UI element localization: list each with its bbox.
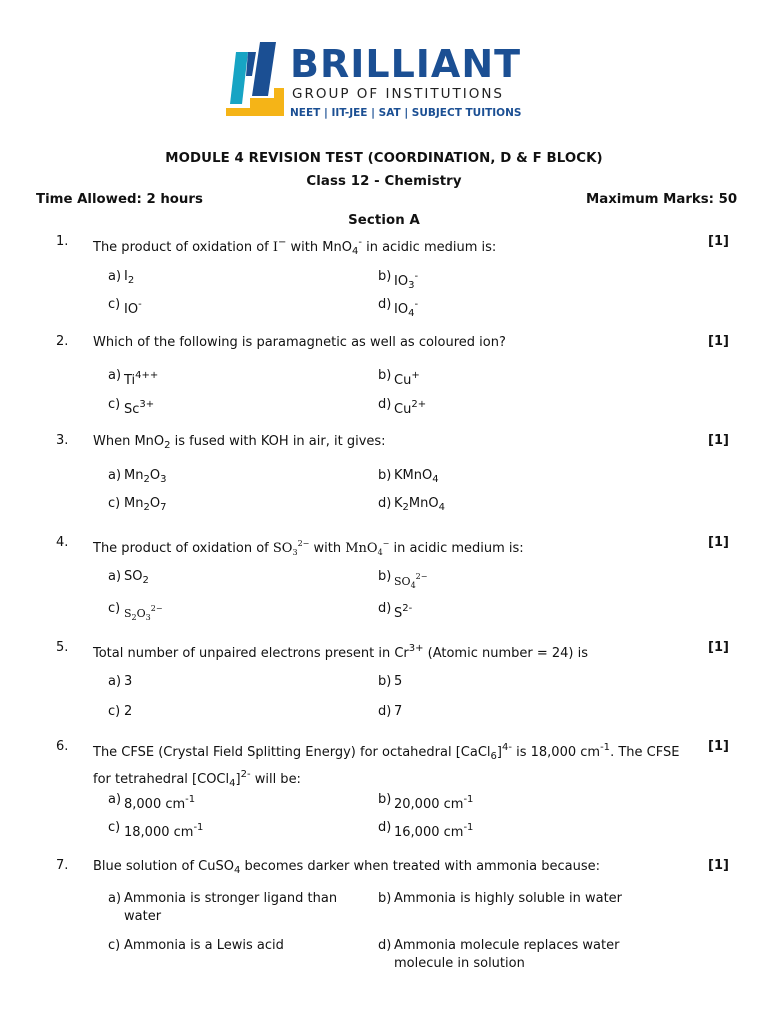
question-number: 5. (56, 640, 69, 655)
test-title: MODULE 4 REVISION TEST (COORDINATION, D & F BLOCK) (165, 151, 603, 166)
option-d: d) $Cu^{2+}$ (378, 397, 427, 417)
option-b: b) KMnO$_4$ (378, 468, 439, 485)
option-a: a) 3 (108, 674, 133, 689)
question-number: 3. (56, 433, 69, 448)
option-b: b) $SO_4^{2-}$ (378, 569, 428, 590)
logo-courses: NEET | IIT-JEE | SAT | SUBJECT TUITIONS (290, 107, 522, 119)
question-number: 6. (56, 739, 69, 754)
option-a: a) $Ti^{4++}$ (108, 368, 159, 388)
logo-mark-icon (226, 36, 296, 126)
option-a: a) Ammonia is stronger ligand than water (108, 891, 338, 924)
question-marks: [1] (708, 858, 729, 873)
option-b: b) $IO_3^-$ (378, 269, 419, 291)
question-stem: The product of oxidation of $SO_3^{2-}$ with MnO$_4$− in acidic medium is: (93, 539, 524, 557)
question-stem: When MnO$_2$ is fused with KOH in air, it gives: (93, 434, 386, 451)
option-d: d) 16,000 $cm^{-1}$ (378, 820, 474, 840)
question-number: 7. (56, 858, 69, 873)
question-number: 2. (56, 334, 69, 349)
option-d: d) 7 (378, 704, 403, 719)
section-heading: Section A (348, 213, 420, 228)
question-stem: The product of oxidation of I− with MnO$_4$- in acidic medium is: (93, 237, 497, 257)
option-c: c) $S_2O_3^{2-}$ (108, 601, 163, 622)
option-b: b) 5 (378, 674, 403, 689)
option-b: b) 20,000 $cm^{-1}$ (378, 792, 474, 812)
option-c: c) $Sc^{3+}$ (108, 397, 155, 417)
brilliant-logo (226, 36, 556, 126)
question-marks: [1] (708, 234, 729, 249)
question-number: 1. (56, 234, 69, 249)
option-c: c) 2 (108, 704, 133, 719)
question-marks: [1] (708, 535, 729, 550)
question-marks: [1] (708, 640, 729, 655)
class-line: Class 12 - Chemistry (306, 174, 462, 189)
option-b: b) Ammonia is highly soluble in water (378, 891, 623, 906)
question-stem: Total number of unpaired electrons present in $Cr^{3+}$ (Atomic number = 24) is (93, 643, 588, 661)
option-d: d) $S^{2-}$ (378, 601, 413, 621)
time-allowed: Time Allowed: 2 hours (36, 192, 203, 207)
option-c: c) $Mn_2O_7$ (108, 496, 167, 513)
option-a: a) $SO_2$ (108, 569, 149, 586)
question-number: 4. (56, 535, 69, 550)
question-stem: Which of the following is paramagnetic as well as coloured ion? (93, 335, 506, 350)
option-c: c) Ammonia is a Lewis acid (108, 938, 284, 953)
option-a: a) $Mn_2O_3$ (108, 468, 167, 485)
question-stem: Blue solution of CuSO$_4$ becomes darker when treated with ammonia because: (93, 859, 601, 876)
maximum-marks: Maximum Marks: 50 (586, 192, 738, 207)
logo-tagline: GROUP OF INSTITUTIONS (292, 86, 504, 102)
question-marks: [1] (708, 334, 729, 349)
option-c: c) 18,000 $cm^{-1}$ (108, 820, 204, 840)
option-b: b) Cu+ (378, 368, 420, 388)
option-a: a) $I_2$ (108, 269, 135, 286)
option-d: d) Ammonia molecule replaces water molecule in solution (378, 938, 620, 971)
option-d: d) $K_2MnO_4$ (378, 496, 445, 513)
question-marks: [1] (708, 739, 729, 754)
option-a: a) 8,000 $cm^{-1}$ (108, 792, 196, 812)
option-c: c) IO- (108, 297, 142, 317)
question-stem: The CFSE (Crystal Field Splitting Energy) for octahedral [CaCl$_6$]$^{4-}$ is 18,000 $cm^{-1}$. The CFSE for tetrahedral [COCl$_4$]$^{2-}$ will be: (93, 742, 680, 789)
option-d: d) $IO_4^-$ (378, 297, 419, 319)
question-marks: [1] (708, 433, 729, 448)
logo-name: BRILLIANT (290, 42, 522, 86)
